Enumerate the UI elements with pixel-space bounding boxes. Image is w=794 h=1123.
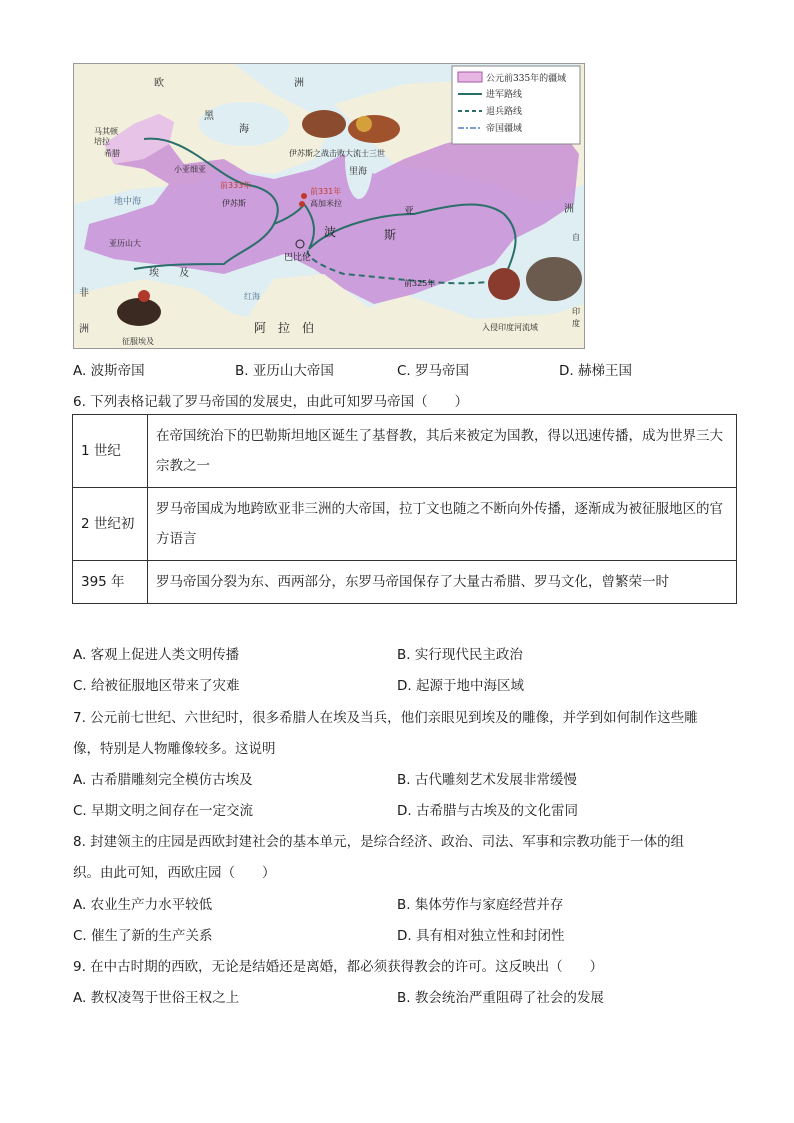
label-africa: 非	[79, 288, 89, 299]
label-retreat-year: 前325年	[404, 279, 436, 288]
label-issus-year: 前333年	[220, 181, 252, 190]
alexander-campaign-map	[73, 63, 585, 349]
q7-option-c[interactable]: C. 早期文明之间存在一定交流	[73, 803, 254, 819]
label-asia-minor: 小亚细亚	[174, 165, 206, 174]
table-cell-text: 罗马帝国分裂为东、西两部分，东罗马帝国保存了大量古希腊、罗马文化，曾繁荣一时	[148, 561, 737, 604]
table-cell-period: 1 世纪	[73, 415, 148, 488]
q8-option-a[interactable]: A. 农业生产力水平较低	[73, 897, 213, 913]
table-cell-text: 在帝国统治下的巴勒斯坦地区诞生了基督教，其后来被定为国教，得以迅速传播，成为世界三大宗教之一	[148, 415, 737, 488]
q6-option-d[interactable]: D. 起源于地中海区域	[397, 678, 524, 694]
q8-stem-line2: 织。由此可知，西欧庄园（ ）	[73, 865, 276, 881]
label-arabia: 阿 拉 伯	[254, 321, 315, 335]
table-row	[73, 488, 737, 561]
label-egypt: 埃	[149, 268, 159, 279]
label-alexandria: 亚历山大	[109, 239, 141, 248]
table-row	[73, 415, 737, 488]
caption-invade-india: 入侵印度河流域	[482, 323, 538, 332]
label-right-edge: 自	[572, 233, 580, 242]
label-greece: 希腊	[104, 149, 120, 158]
q8-option-d[interactable]: D. 具有相对独立性和封闭性	[397, 928, 565, 944]
table-cell-period: 2 世纪初	[73, 488, 148, 561]
label-persia-2: 斯	[384, 228, 397, 242]
legend-advance: 进军路线	[486, 90, 523, 100]
label-africa-2: 洲	[79, 324, 89, 335]
label-pella: 培拉	[94, 137, 110, 146]
label-med-sea: 地中海	[114, 197, 142, 207]
q5-option-d[interactable]: D. 赫梯王国	[559, 363, 632, 379]
label-black-sea: 黑	[204, 111, 214, 122]
q5-option-a[interactable]: A. 波斯帝国	[73, 363, 145, 379]
caption-issus-battle: 伊苏斯之战击败大流士三世	[289, 149, 385, 158]
q9-option-a[interactable]: A. 教权凌驾于世俗王权之上	[73, 990, 240, 1006]
table-cell-text: 罗马帝国成为地跨欧亚非三洲的大帝国，拉丁文也随之不断向外传播，逐渐成为被征服地区的官方语言	[148, 488, 737, 561]
label-persia: 波	[324, 225, 337, 239]
label-red-sea: 红海	[244, 292, 260, 301]
rome-history-table	[72, 414, 737, 604]
label-caspian: 里海	[349, 167, 368, 177]
q5-option-c[interactable]: C. 罗马帝国	[397, 363, 470, 379]
label-india-edge-2: 度	[572, 319, 580, 328]
label-macedonia: 马其顿	[94, 127, 118, 136]
legend-border: 帝国疆域	[486, 124, 523, 134]
label-asia-2: 洲	[564, 204, 574, 215]
legend-retreat: 退兵路线	[486, 107, 523, 117]
label-babylon: 巴比伦	[284, 253, 312, 263]
q9-stem: 9. 在中古时期的西欧，无论是结婚还是离婚，都必须获得教会的许可。这反映出（ ）	[73, 959, 604, 975]
q6-option-a[interactable]: A. 客观上促进人类文明传播	[73, 647, 240, 663]
table-cell-period: 395 年	[73, 561, 148, 604]
label-asia: 亚	[404, 206, 414, 217]
label-black-sea-2: 海	[239, 124, 249, 135]
q7-stem-line1: 7. 公元前七世纪、六世纪时，很多希腊人在埃及当兵，他们亲眼见到埃及的雕像，并学到如何制作这些雕	[73, 710, 698, 726]
q7-option-d[interactable]: D. 古希腊与古埃及的文化雷同	[397, 803, 578, 819]
q6-stem: 6. 下列表格记载了罗马帝国的发展史，由此可知罗马帝国（ ）	[73, 394, 469, 410]
label-europe: 欧	[154, 78, 164, 89]
q8-option-c[interactable]: C. 催生了新的生产关系	[73, 928, 213, 944]
label-india-edge: 印	[572, 307, 580, 316]
caption-conquer-egypt: 征服埃及	[122, 337, 154, 346]
q8-option-b[interactable]: B. 集体劳作与家庭经营并存	[397, 897, 564, 913]
q7-option-b[interactable]: B. 古代雕刻艺术发展非常缓慢	[397, 772, 577, 788]
table-row	[73, 561, 737, 604]
q5-option-b[interactable]: B. 亚历山大帝国	[235, 363, 334, 379]
q7-stem-line2: 像，特别是人物雕像较多。这说明	[73, 741, 276, 757]
legend-territory: 公元前335年的疆域	[486, 74, 567, 84]
label-gaugamela-year: 前331年	[310, 187, 342, 196]
q7-option-a[interactable]: A. 古希腊雕刻完全模仿古埃及	[73, 772, 253, 788]
label-egypt-2: 及	[179, 268, 189, 279]
q6-option-c[interactable]: C. 给被征服地区带来了灾难	[73, 678, 240, 694]
label-gaugamela: 高加米拉	[310, 199, 342, 208]
label-europe-2: 洲	[294, 78, 304, 89]
q9-option-b[interactable]: B. 教会统治严重阻碍了社会的发展	[397, 990, 604, 1006]
q6-option-b[interactable]: B. 实行现代民主政治	[397, 647, 523, 663]
q8-stem-line1: 8. 封建领主的庄园是西欧封建社会的基本单元，是综合经济、政治、司法、军事和宗教功能于一体的组	[73, 834, 685, 850]
label-issus: 伊苏斯	[222, 199, 246, 208]
